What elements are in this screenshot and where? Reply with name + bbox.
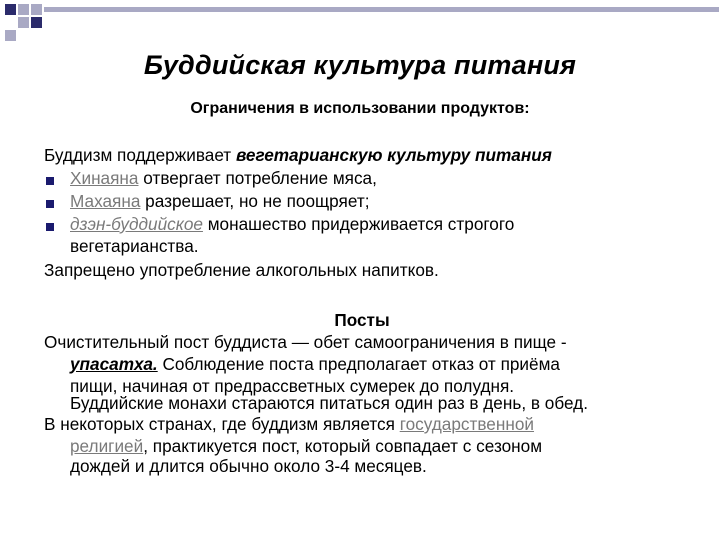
- header-decoration: [0, 0, 720, 50]
- bullet-square-icon: [46, 200, 54, 208]
- state-religion-link[interactable]: государственной: [399, 414, 535, 434]
- intro-line: [44, 144, 552, 166]
- bullet-square-icon: [46, 177, 54, 185]
- paragraph-text: В некоторых странах, где буддизм является: [44, 414, 400, 434]
- bullet-square-icon: [46, 223, 54, 231]
- paragraph-line: Очистительный пост буддиста — обет самоограничения в пище -: [44, 332, 567, 352]
- upasatha-term: упасатха.: [70, 354, 158, 374]
- hinayana-link[interactable]: Хинаяна: [70, 168, 139, 188]
- paragraph-line: Буддийские монахи стараются питаться один раз в день, в обед.: [70, 393, 588, 413]
- paragraph-line: [70, 435, 542, 457]
- list-item-text: монашество придерживается строгого: [202, 214, 515, 234]
- page-subtitle: Ограничения в использовании продуктов:: [190, 100, 530, 117]
- list-item-text: отвергает потребление мяса,: [138, 168, 377, 188]
- intro-emphasis: вегетарианскую культуру питания: [235, 145, 552, 165]
- page-title: Буддийская культура питания: [143, 50, 577, 80]
- posts-heading: Посты: [334, 310, 390, 330]
- list-item: [70, 190, 369, 212]
- paragraph-line: [70, 353, 560, 375]
- alcohol-line: Запрещено употребление алкогольных напитков.: [44, 260, 439, 280]
- paragraph-text: , практикуется пост, который совпадает с сезоном: [143, 436, 543, 456]
- zen-buddhist-link[interactable]: дзэн-буддийское: [70, 214, 203, 234]
- list-item-text: разрешает, но не поощряет;: [140, 191, 370, 211]
- list-item: [70, 213, 514, 235]
- state-religion-link-cont[interactable]: религией: [70, 436, 144, 456]
- paragraph-line: дождей и длится обычно около 3-4 месяцев.: [70, 456, 427, 476]
- list-item-continuation: вегетарианства.: [70, 236, 199, 256]
- mahayana-link[interactable]: Махаяна: [70, 191, 141, 211]
- intro-text: Буддизм поддерживает: [44, 145, 236, 165]
- paragraph-text: Соблюдение поста предполагает отказ от приёма: [157, 354, 560, 374]
- paragraph-line: [44, 413, 534, 435]
- list-item: [70, 167, 377, 189]
- paragraph-line: пищи, начиная от предрассветных сумерек до полудня.: [70, 376, 515, 396]
